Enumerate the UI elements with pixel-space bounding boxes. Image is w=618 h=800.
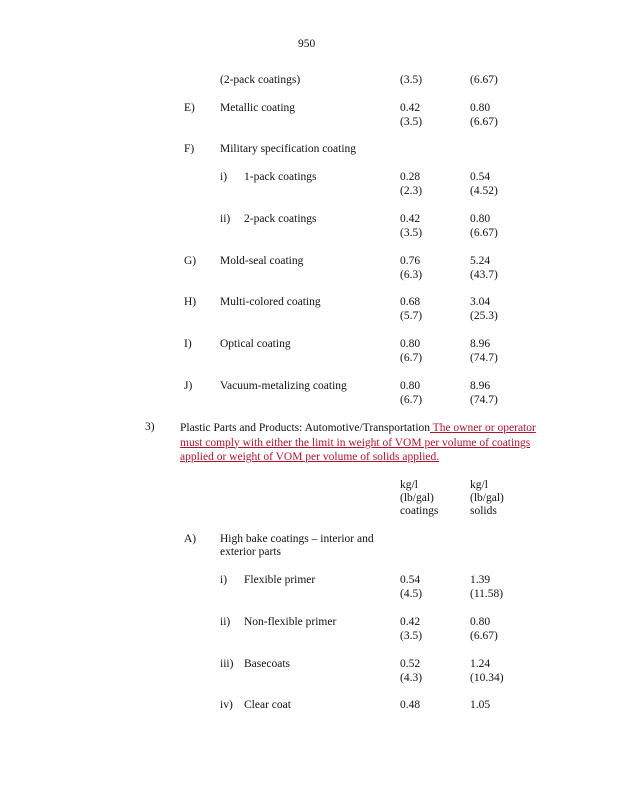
solids-value: 1.24 bbox=[470, 658, 491, 670]
row-label: Non-flexible primer bbox=[244, 616, 337, 628]
solids-value-lb: (6.67) bbox=[470, 227, 498, 239]
column-header-line: coatings bbox=[400, 505, 439, 517]
row-letter: ii) bbox=[220, 213, 231, 225]
solids-value: 0.80 bbox=[470, 102, 491, 114]
row-label: Optical coating bbox=[220, 338, 291, 350]
coatings-value-lb: (4.5) bbox=[400, 588, 423, 600]
page-number: 950 bbox=[298, 38, 316, 50]
row-label: Vacuum-metalizing coating bbox=[220, 380, 347, 392]
coatings-value-lb: (6.7) bbox=[400, 394, 423, 406]
solids-value: 8.96 bbox=[470, 338, 491, 350]
inserted-revision-text: The owner or operator must comply with either the limit in weight of VOM per volume of coatings applied or weight of VOM per volume of solids applied. bbox=[180, 422, 536, 463]
solids-value-lb: (25.3) bbox=[470, 310, 498, 322]
coatings-value-lb: (6.3) bbox=[400, 269, 423, 281]
coatings-value-lb: (3.5) bbox=[400, 227, 423, 239]
row-letter: I) bbox=[184, 338, 192, 350]
row-label: Flexible primer bbox=[244, 574, 316, 586]
solids-value-lb: (4.52) bbox=[470, 185, 498, 197]
coatings-value: 0.42 bbox=[400, 616, 421, 628]
row-letter: iv) bbox=[220, 699, 233, 711]
row-label: Mold-seal coating bbox=[220, 255, 304, 267]
solids-value: 1.05 bbox=[470, 699, 491, 711]
row-letter: J) bbox=[184, 380, 193, 392]
column-header-line: solids bbox=[470, 505, 497, 517]
coatings-value: 0.80 bbox=[400, 380, 421, 392]
coatings-value: 0.42 bbox=[400, 213, 421, 225]
section-paragraph bbox=[180, 421, 550, 465]
row-letter: A) bbox=[184, 533, 197, 545]
row-letter: i) bbox=[220, 574, 228, 586]
solids-value-lb: (6.67) bbox=[470, 630, 498, 642]
coatings-value-lb: (3.5) bbox=[400, 116, 423, 128]
row-letter: ii) bbox=[220, 616, 231, 628]
coatings-value: 0.68 bbox=[400, 296, 421, 308]
row-label: Multi-colored coating bbox=[220, 296, 321, 308]
solids-value: 0.80 bbox=[470, 213, 491, 225]
row-label: Clear coat bbox=[244, 699, 291, 711]
coatings-value-lb: (6.7) bbox=[400, 352, 423, 364]
row-label-cont: exterior parts bbox=[220, 546, 281, 558]
coatings-value-lb: (4.3) bbox=[400, 672, 423, 684]
row-label: High bake coatings – interior and bbox=[220, 533, 374, 545]
coatings-value: 0.76 bbox=[400, 255, 421, 267]
coatings-value: 0.54 bbox=[400, 574, 421, 586]
coatings-value: 0.48 bbox=[400, 699, 421, 711]
solids-value: 5.24 bbox=[470, 255, 491, 267]
row-letter: H) bbox=[184, 296, 197, 308]
coatings-value: 0.52 bbox=[400, 658, 421, 670]
coatings-value: (3.5) bbox=[400, 74, 423, 86]
solids-value: (6.67) bbox=[470, 74, 498, 86]
solids-value: 1.39 bbox=[470, 574, 491, 586]
column-header-line: kg/l bbox=[400, 479, 418, 491]
column-header-line: (lb/gal) bbox=[400, 492, 434, 504]
coatings-value: 0.80 bbox=[400, 338, 421, 350]
row-letter: iii) bbox=[220, 658, 234, 670]
coatings-value: 0.28 bbox=[400, 171, 421, 183]
solids-value-lb: (11.58) bbox=[470, 588, 504, 600]
solids-value-lb: (74.7) bbox=[470, 394, 498, 406]
coatings-value-lb: (5.7) bbox=[400, 310, 423, 322]
solids-value-lb: (10.34) bbox=[470, 672, 504, 684]
coatings-value: 0.42 bbox=[400, 102, 421, 114]
row-letter: E) bbox=[184, 102, 195, 114]
solids-value-lb: (43.7) bbox=[470, 269, 498, 281]
row-label: Metallic coating bbox=[220, 102, 296, 114]
solids-value-lb: (6.67) bbox=[470, 116, 498, 128]
row-label: Military specification coating bbox=[220, 143, 357, 155]
row-letter: i) bbox=[220, 171, 228, 183]
section-number: 3) bbox=[145, 421, 155, 433]
column-header-line: (lb/gal) bbox=[470, 492, 504, 504]
row-letter: G) bbox=[184, 255, 197, 267]
section-heading: Plastic Parts and Products: Automotive/Transportation bbox=[180, 422, 431, 434]
solids-value-lb: (74.7) bbox=[470, 352, 498, 364]
row-label: 2-pack coatings bbox=[244, 213, 317, 225]
row-label: (2-pack coatings) bbox=[220, 74, 301, 86]
coatings-value-lb: (3.5) bbox=[400, 630, 423, 642]
solids-value: 0.80 bbox=[470, 616, 491, 628]
solids-value: 3.04 bbox=[470, 296, 491, 308]
column-header-line: kg/l bbox=[470, 479, 488, 491]
solids-value: 8.96 bbox=[470, 380, 491, 392]
row-label: 1-pack coatings bbox=[244, 171, 317, 183]
row-letter: F) bbox=[184, 143, 195, 155]
row-label: Basecoats bbox=[244, 658, 290, 670]
coatings-value-lb: (2.3) bbox=[400, 185, 423, 197]
solids-value: 0.54 bbox=[470, 171, 491, 183]
